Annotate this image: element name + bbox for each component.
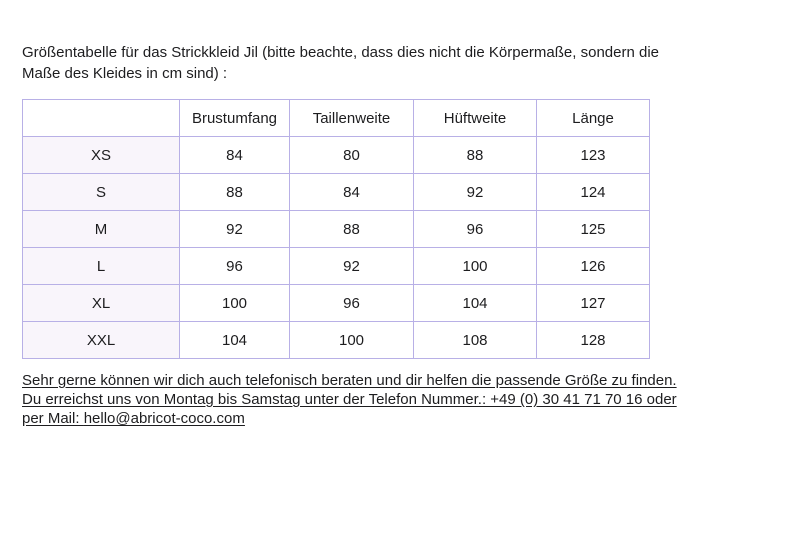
cell-value: 125 xyxy=(537,211,650,248)
cell-value: 84 xyxy=(180,137,290,174)
contact-line-3 xyxy=(22,409,768,428)
intro-text xyxy=(22,42,768,84)
column-header-empty xyxy=(23,100,180,137)
table-row xyxy=(23,211,650,248)
cell-value: 80 xyxy=(290,137,414,174)
cell-value: 96 xyxy=(290,285,414,322)
row-header-size: XL xyxy=(23,285,180,322)
cell-value: 88 xyxy=(180,174,290,211)
row-header-size: S xyxy=(23,174,180,211)
cell-value: 124 xyxy=(537,174,650,211)
cell-value: 88 xyxy=(290,211,414,248)
column-header-laenge: Länge xyxy=(537,100,650,137)
cell-value: 100 xyxy=(414,248,537,285)
column-header-brustumfang: Brustumfang xyxy=(180,100,290,137)
cell-value: 127 xyxy=(537,285,650,322)
cell-value: 104 xyxy=(414,285,537,322)
contact-line-2: Du erreichst uns von Montag bis Samstag unter der Telefon Nummer.: +49 (0) 30 41 71 70 16 oder xyxy=(22,391,677,408)
row-header-size: M xyxy=(23,211,180,248)
cell-value: 92 xyxy=(290,248,414,285)
cell-value: 108 xyxy=(414,322,537,359)
cell-value: 128 xyxy=(537,322,650,359)
cell-value: 92 xyxy=(180,211,290,248)
cell-value: 92 xyxy=(414,174,537,211)
email-link[interactable]: hello@abricot-coco.com xyxy=(83,410,245,427)
table-row xyxy=(23,137,650,174)
column-header-hueftweite: Hüftweite xyxy=(414,100,537,137)
size-table xyxy=(22,99,650,359)
contact-line-1: Sehr gerne können wir dich auch telefonisch beraten und dir helfen die passende Größe zu finden. xyxy=(22,372,677,389)
row-header-size: L xyxy=(23,248,180,285)
table-row xyxy=(23,322,650,359)
intro-line-1: Größentabelle für das Strickkleid Jil (bitte beachte, dass dies nicht die Körpermaße, sondern die xyxy=(22,44,659,61)
table-row xyxy=(23,174,650,211)
table-row xyxy=(23,285,650,322)
cell-value: 104 xyxy=(180,322,290,359)
row-header-size: XXL xyxy=(23,322,180,359)
cell-value: 100 xyxy=(180,285,290,322)
column-header-taillenweite: Taillenweite xyxy=(290,100,414,137)
contact-text xyxy=(22,371,768,428)
cell-value: 123 xyxy=(537,137,650,174)
cell-value: 100 xyxy=(290,322,414,359)
cell-value: 88 xyxy=(414,137,537,174)
cell-value: 84 xyxy=(290,174,414,211)
intro-line-2: Maße des Kleides in cm sind) : xyxy=(22,65,228,82)
row-header-size: XS xyxy=(23,137,180,174)
cell-value: 96 xyxy=(414,211,537,248)
contact-line-3-prefix: per Mail: xyxy=(22,410,84,427)
cell-value: 126 xyxy=(537,248,650,285)
cell-value: 96 xyxy=(180,248,290,285)
table-row xyxy=(23,248,650,285)
table-header-row xyxy=(23,100,650,137)
